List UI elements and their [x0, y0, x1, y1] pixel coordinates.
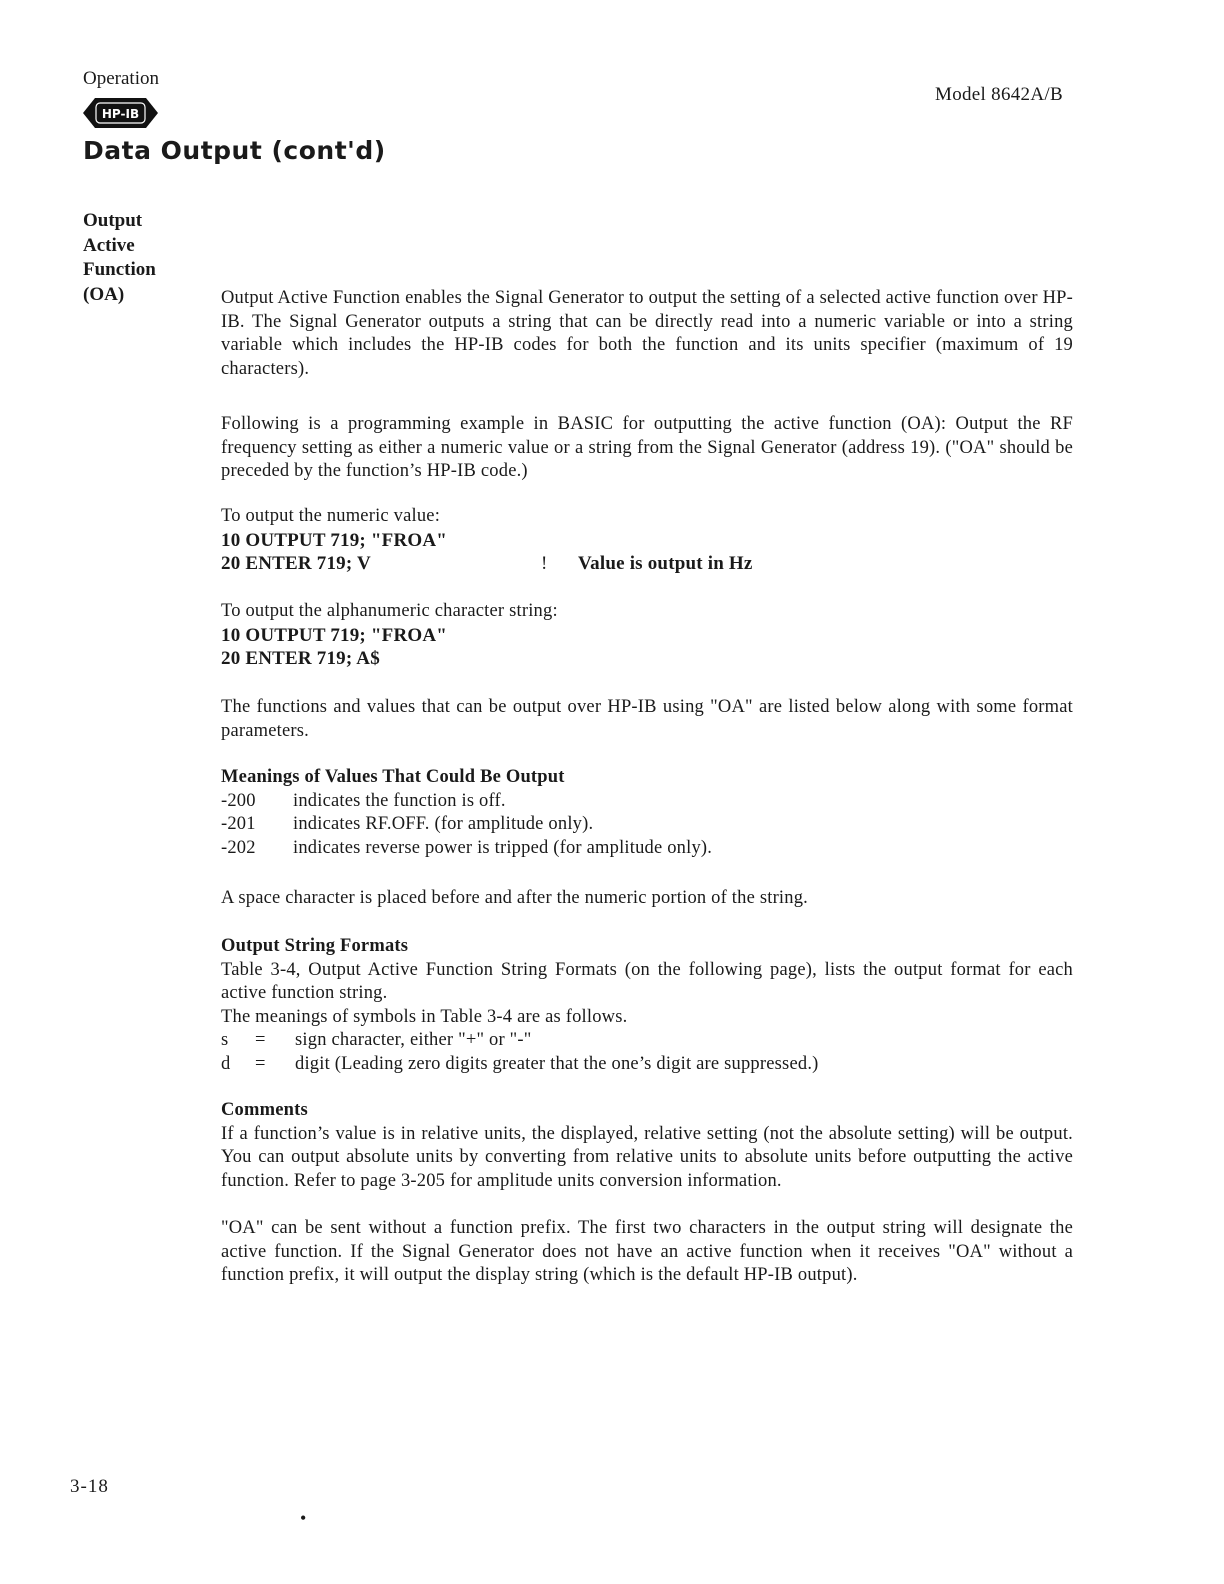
- hp-ib-badge-icon: [83, 98, 158, 128]
- equals-sign: =: [255, 1053, 266, 1074]
- side-heading-line: (OA): [83, 283, 125, 305]
- meanings-heading: Meanings of Values That Could Be Output: [221, 767, 565, 787]
- list-item: [221, 1029, 1073, 1053]
- code-text: 20 ENTER 719; V: [221, 553, 371, 574]
- code-comment: Value is output in Hz: [578, 553, 753, 574]
- side-heading-line: Function: [83, 259, 156, 280]
- functions-paragraph: [221, 696, 1073, 743]
- functions-text: The functions and values that can be output over HP-IB using "OA" are listed below along with some format parameters.: [221, 697, 1073, 741]
- numeric-example: [221, 505, 1073, 576]
- list-item: [221, 790, 1073, 814]
- example-intro-paragraph: [221, 413, 1073, 484]
- intro-paragraph: [221, 287, 1073, 381]
- side-heading-line: Active: [83, 234, 135, 256]
- page-number: 3-18: [70, 1476, 109, 1497]
- comments-section: [221, 1099, 1073, 1288]
- example-intro-text: Following is a programming example in BASIC for outputting the active function (OA): Output the RF frequency setting as either a numeric value or a string from the Signal Generator (address 19). ("OA" should be preceded by the function’s HP-IB code.): [221, 414, 1073, 481]
- code-line-with-comment: [221, 552, 1073, 576]
- code-line: 10 OUTPUT 719; "FROA": [221, 529, 448, 551]
- string-lead: To output the alphanumeric character string:: [221, 601, 558, 621]
- formats-section: [221, 935, 1073, 1076]
- space-note-paragraph: [221, 887, 1073, 911]
- value-meaning: indicates RF.OFF. (for amplitude only).: [293, 814, 594, 834]
- meanings-section: [221, 766, 1073, 860]
- comments-paragraph: "OA" can be sent without a function prefix. The first two characters in the output string will designate the active function. If the Signal Generator does not have an active function when it receives "OA" without a function prefix, it will output the display string (which is the default HP-IB output).: [221, 1218, 1073, 1285]
- comments-heading: Comments: [221, 1100, 308, 1120]
- stray-mark: •: [300, 1508, 307, 1528]
- string-example: [221, 600, 1073, 671]
- page-title: Data Output (cont'd): [83, 136, 386, 165]
- side-heading: [83, 209, 156, 307]
- numeric-lead: To output the numeric value:: [221, 506, 441, 526]
- equals-sign: =: [255, 1030, 266, 1050]
- badge-label: HP-IB: [101, 107, 140, 121]
- model-label: Model 8642A/B: [935, 84, 1063, 105]
- comments-paragraph: If a function’s value is in relative units, the displayed, relative setting (not the absolute setting) will be output. You can output absolute units by converting from relative units to absolute units before outputting the active function. Refer to page 3-205 for amplitude units conversion information.: [221, 1123, 1073, 1191]
- side-heading-line: Output: [83, 210, 143, 231]
- space-note-text: A space character is placed before and after the numeric portion of the string.: [221, 888, 808, 908]
- intro-text: Output Active Function enables the Signal Generator to output the setting of a selected active function over HP-IB. The Signal Generator outputs a string that can be directly read into a numeric variable or into a string variable which includes the HP-IB codes for both the function and its units specifier (maximum of 19 characters).: [221, 288, 1073, 379]
- value-meaning: indicates reverse power is tripped (for amplitude only).: [293, 837, 713, 858]
- symbol: d: [221, 1053, 231, 1074]
- section-label: Operation: [83, 68, 159, 89]
- formats-symbols-intro: The meanings of symbols in Table 3-4 are as follows.: [221, 1006, 628, 1027]
- value-code: -201: [221, 814, 256, 834]
- symbol-meaning: digit (Leading zero digits greater that the one’s digit are suppressed.): [295, 1053, 819, 1074]
- code-line: 20 ENTER 719; A$: [221, 648, 380, 669]
- formats-heading: Output String Formats: [221, 936, 409, 956]
- symbol-meaning: sign character, either "+" or "-": [295, 1030, 532, 1050]
- list-item: [221, 837, 1073, 861]
- formats-text: Table 3-4, Output Active Function String Formats (on the following page), lists the output format for each active function string.: [221, 959, 1073, 1003]
- list-item: [221, 813, 1073, 837]
- value-meaning: indicates the function is off.: [293, 790, 506, 811]
- list-item: [221, 1053, 1073, 1077]
- symbol: s: [221, 1030, 229, 1050]
- value-code: -202: [221, 837, 256, 858]
- code-line: 10 OUTPUT 719; "FROA": [221, 624, 448, 646]
- value-code: -200: [221, 790, 256, 811]
- comment-mark: !: [541, 553, 548, 574]
